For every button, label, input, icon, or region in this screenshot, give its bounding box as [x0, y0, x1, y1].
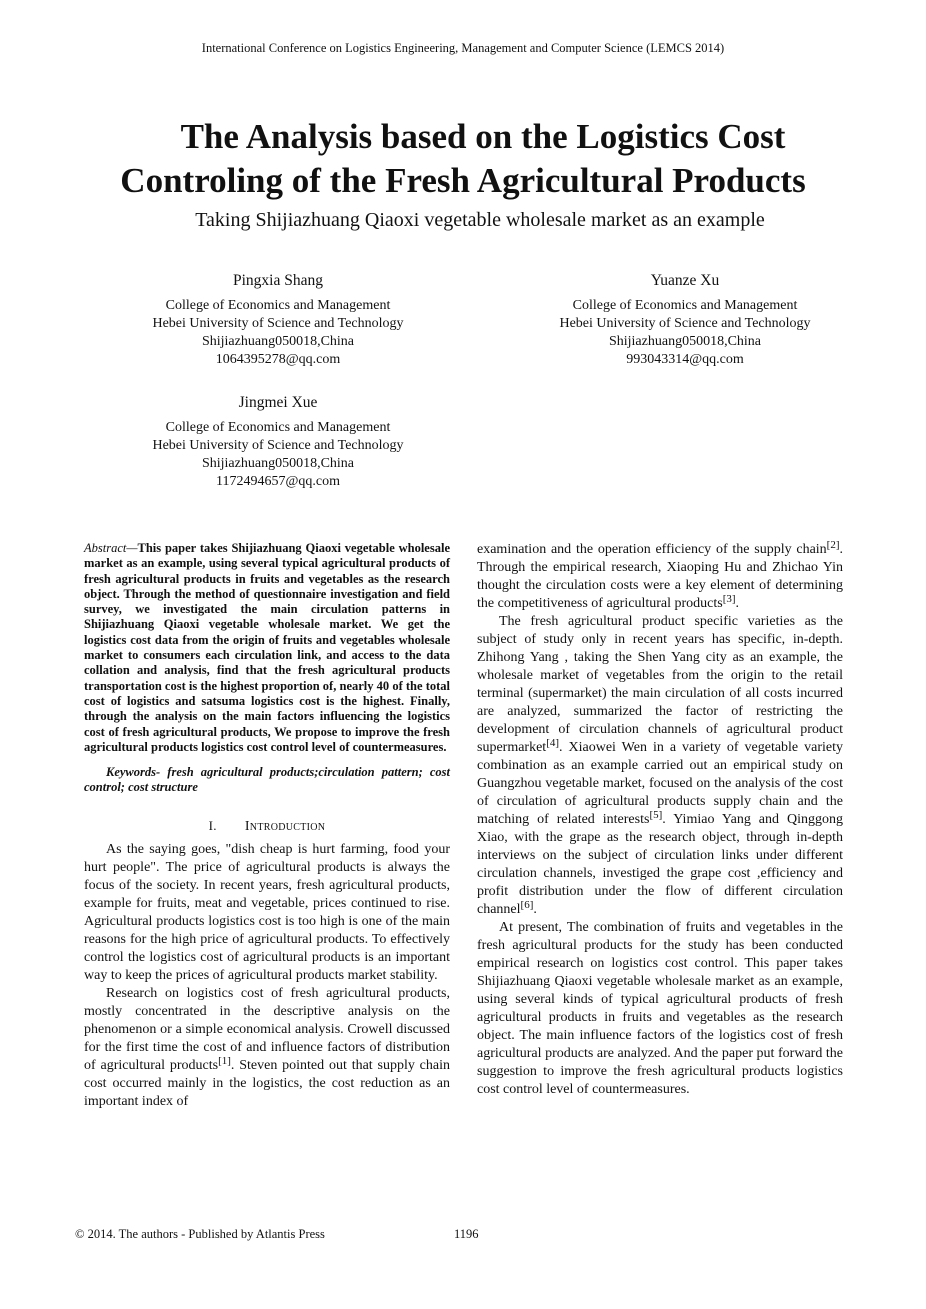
- paragraph-text: .: [735, 596, 740, 611]
- abstract-text: This paper takes Shijiazhuang Qiaoxi vegetable wholesale market as an example, using several typical agricultural products of fresh agricultural products in fruits and vegetables as the research object. Through the method of questionnaire investigation and field survey, we investigated the main circulation patterns in Shijiazhuang Qiaoxi vegetable wholesale market. We get the logistics cost data from the origin of fruits and vegetables wholesale market to consumers each circulation link, and access to the data collation and analysis, find that the fresh agricultural products transportation cost is the highest proportion of, nearly 40 of the total cost of logistics and satsuma logistics cost is the highest. Finally, through the analysis on the main factors influencing the logistics cost of fresh agricultural products, We propose to improve the fresh agricultural products logistics cost control level of countermeasures.: [84, 541, 450, 754]
- intro-paragraph-4: At present, The combination of fruits and vegetables in the fresh agricultural products for the study has been conducted empirical research on logistics cost control. This paper takes Shijiazhuang Qiaoxi vegetable wholesale market as an example, using several kinds of typical agricultural products of fresh agricultural products in fruits and vegetables as the research object. The main influence factors of the logistics cost of fresh agricultural products are analyzed. And the paper put forward the suggestion to improve the fresh agricultural products logistics cost control level of countermeasures.: [477, 920, 843, 1097]
- author-email: 1172494657@qq.com: [216, 474, 340, 489]
- keywords: Keywords- fresh agricultural products;circulation pattern; cost control; cost structure: [84, 765, 450, 795]
- paragraph-text: . Through the empirical research, Xiaoping Hu and Zhichao Yin thought the circulation costs were a key element of determining the competitiveness of agricultural products: [477, 542, 843, 611]
- citation: [4]: [546, 737, 560, 749]
- section-title: Introduction: [244, 818, 326, 834]
- citation: [1]: [218, 1054, 231, 1067]
- paragraph-text: examination and the operation efficiency of the supply chain: [477, 542, 827, 557]
- conference-header: International Conference on Logistics Engineering, Management and Computer Science (LEMCS 2014): [201, 41, 725, 55]
- author-email: 1064395278@qq.com: [215, 352, 341, 367]
- author-block-1: [108, 271, 448, 369]
- section-heading-introduction: [84, 818, 450, 835]
- author-dept: College of Economics and Management: [572, 298, 798, 313]
- paragraph-text: .: [533, 902, 537, 917]
- right-column: [477, 541, 843, 1099]
- paper-subtitle: Taking Shijiazhuang Qiaoxi vegetable wholesale market as an example: [195, 209, 765, 231]
- intro-paragraph-1: As the saying goes, "dish cheap is hurt farming, food your hurt people". The price of agricultural products is always the focus of the society. In recent years, fresh agricultural products, example for fruits, meat and vegetable, prices continued to rise. Agricultural products logistics cost is too high is one of the main reasons for the high price of agricultural products. To effectively control the logistics cost of agricultural products is an important way to keep the prices of agricultural products market stability.: [84, 841, 450, 983]
- abstract-lead: Abstract—: [84, 541, 138, 555]
- citation: [3]: [722, 593, 736, 605]
- author-city: Shijiazhuang050018,China: [201, 334, 355, 349]
- title-block: [0, 115, 926, 233]
- intro-paragraph-3: [477, 613, 843, 919]
- author-name: Pingxia Shang: [233, 272, 323, 289]
- footer-copyright: © 2014. The authors - Published by Atlantis Press: [75, 1227, 325, 1241]
- paragraph-text: . Xiaowei Wen in a variety of vegetable variety combination as an example carried out an empirical study on Guangzhou vegetable market, focused on the analysis of the cost of circulation of agricultural products supply chain and the matching of related interests: [477, 740, 843, 827]
- author-name: Yuanze Xu: [650, 272, 720, 289]
- paragraph-text: The fresh agricultural product specific varieties as the subject of study only in recent years has specific, in-depth. Zhihong Yang , taking the Shen Yang city as an example, the wholesale market of vegetables from the origin to the retail terminal (supermarket) the main circulation of all costs incurred are analyzed, summarized the factor of restricting the development of circulation channels of agricultural product supermarket: [477, 614, 843, 755]
- section-number: I.: [208, 817, 217, 833]
- author-dept: College of Economics and Management: [165, 298, 391, 313]
- citation: [2]: [826, 539, 840, 551]
- citation: [5]: [649, 809, 663, 821]
- left-column: [84, 541, 450, 1111]
- author-university: Hebei University of Science and Technology: [152, 316, 404, 331]
- author-block-2: [515, 271, 855, 369]
- abstract: [84, 541, 450, 755]
- citation: [6]: [520, 899, 534, 911]
- paragraph-text: Research on logistics cost of fresh agricultural products, mostly concentrated in the descriptive analysis on the phenomenon or a simple economical analysis. Crowell discussed for the first time the cost of and influence factors of distribution of agricultural products: [84, 985, 450, 1073]
- author-city: Shijiazhuang050018,China: [201, 456, 355, 471]
- author-university: Hebei University of Science and Technology: [152, 438, 404, 453]
- intro-paragraph-2-continued: [477, 541, 843, 613]
- author-dept: College of Economics and Management: [165, 420, 391, 435]
- author-email: 993043314@qq.com: [626, 352, 744, 367]
- paragraph-text: . Yimiao Yang and Qinggong Xiao, with the grape as the research object, through in-depth interviews on the subject of circulation links under different circulation channels, investiged the grape cost ,efficiency and profit distribution under the flow of different circulation channel: [477, 812, 843, 917]
- paragraph-text: . Steven pointed out that supply chain cost occurred mainly in the logistics, the cost reduction as an important index of: [84, 1057, 450, 1109]
- footer-page-number: 1196: [454, 1227, 479, 1241]
- paper-title-line-2: Controling of the Fresh Agricultural Products: [120, 161, 806, 200]
- author-university: Hebei University of Science and Technology: [559, 316, 811, 331]
- author-block-3: [108, 393, 448, 491]
- intro-paragraph-2: [84, 985, 450, 1111]
- paper-title-line-1: The Analysis based on the Logistics Cost: [180, 117, 786, 156]
- author-name: Jingmei Xue: [238, 394, 318, 411]
- author-city: Shijiazhuang050018,China: [608, 334, 762, 349]
